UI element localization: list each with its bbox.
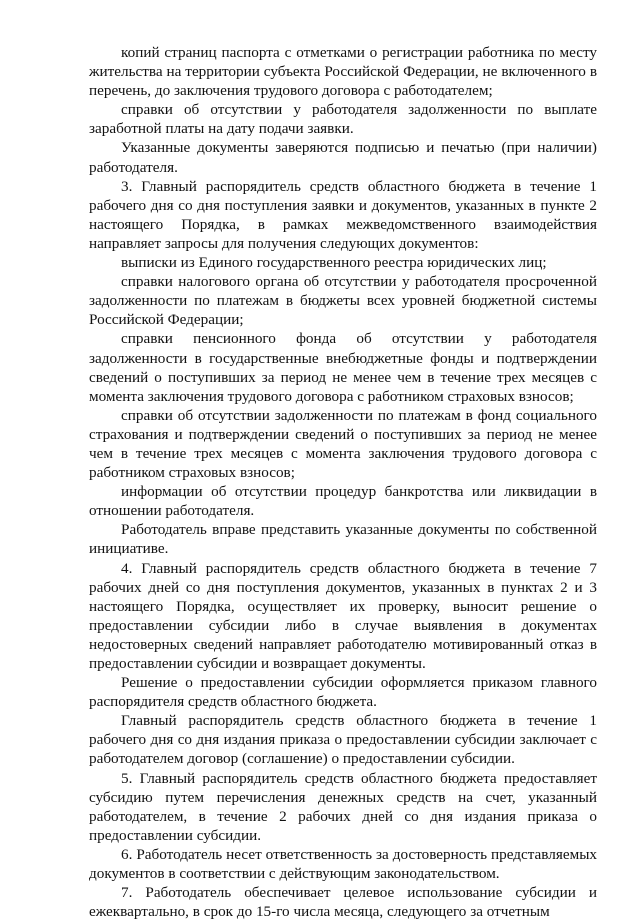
document-page: [89, 43, 597, 921]
paragraph-item-4: 4. Главный распорядитель средств областного бюджета в течение 7 рабочих дней со дня поступления документов, указанных в пунктах 2 и 3 настоящего Порядка, осуществляет их проверку, выносит решение о предоставлении субсидии либо в случае выявления в документах недостоверных сведений направляет работодателю мотивированный отказ в предоставлении субсидии и возвращает документы.: [89, 559, 597, 672]
paragraph-item-5: 5. Главный распорядитель средств областного бюджета предоставляет субсидию путем перечисления денежных средств на счет, указанный работодателем, в течение 2 рабочих дней со дня издания приказа о предоставлении субсидии.: [89, 769, 597, 844]
paragraph-agreement: Главный распорядитель средств областного бюджета в течение 1 рабочего дня со дня издания приказа о предоставлении субсидии заключает с работодателем договор (соглашение) о предоставлении субсидии.: [89, 712, 597, 768]
paragraph-pension-fund-certificate: справки пенсионного фонда об отсутствии у работодателя задолженности в государственные внебюджетные фонды и подтверждении сведений о поступивших за период не менее чем в течение трех месяцев с момента заключения трудового договора с работником страховых взносов;: [89, 330, 597, 405]
paragraph-item-3: 3. Главный распорядитель средств областного бюджета в течение 1 рабочего дня со дня поступления заявки и документов, указанных в пункте 2 настоящего Порядка, в рамках межведомственного взаимодействия направляет запросы для получения следующих документов:: [89, 177, 597, 252]
paragraph-salary-debt-certificate: справки об отсутствии у работодателя задолженности по выплате заработной платы на дату подачи заявки.: [89, 101, 597, 138]
paragraph-passport-copies: копий страниц паспорта с отметками о регистрации работника по месту жительства на территории субъекта Российской Федерации, не включенного в перечень, до заключения трудового договора с работодателем;: [89, 44, 597, 100]
paragraph-decision-order: Решение о предоставлении субсидии оформляется приказом главного распорядителя средств областного бюджета.: [89, 674, 597, 711]
paragraph-own-initiative: Работодатель вправе представить указанные документы по собственной инициативе.: [89, 521, 597, 558]
paragraph-bankruptcy-information: информации об отсутствии процедур банкротства или ликвидации в отношении работодателя.: [89, 483, 597, 520]
paragraph-item-7: 7. Работодатель обеспечивает целевое использование субсидии и ежеквартально, в срок до 15-го числа месяца, следующего за отчетным: [89, 884, 597, 921]
paragraph-registry-extract: выписки из Единого государственного реестра юридических лиц;: [121, 254, 547, 272]
paragraph-item-6: 6. Работодатель несет ответственность за достоверность представляемых документов в соответствии с действующим законодательством.: [89, 845, 597, 883]
paragraph-tax-certificate: справки налогового органа об отсутствии у работодателя просроченной задолженности по платежам в бюджеты всех уровней бюджетной системы Российской Федерации;: [89, 273, 597, 329]
paragraph-social-insurance-certificate: справки об отсутствии задолженности по платежам в фонд социального страхования и подтверждении сведений о поступивших за период не менее чем в течение трех месяцев с момента заключения трудового договора с работником страховых взносов;: [89, 406, 597, 482]
paragraph-documents-certified: Указанные документы заверяются подписью и печатью (при наличии) работодателя.: [89, 139, 597, 176]
